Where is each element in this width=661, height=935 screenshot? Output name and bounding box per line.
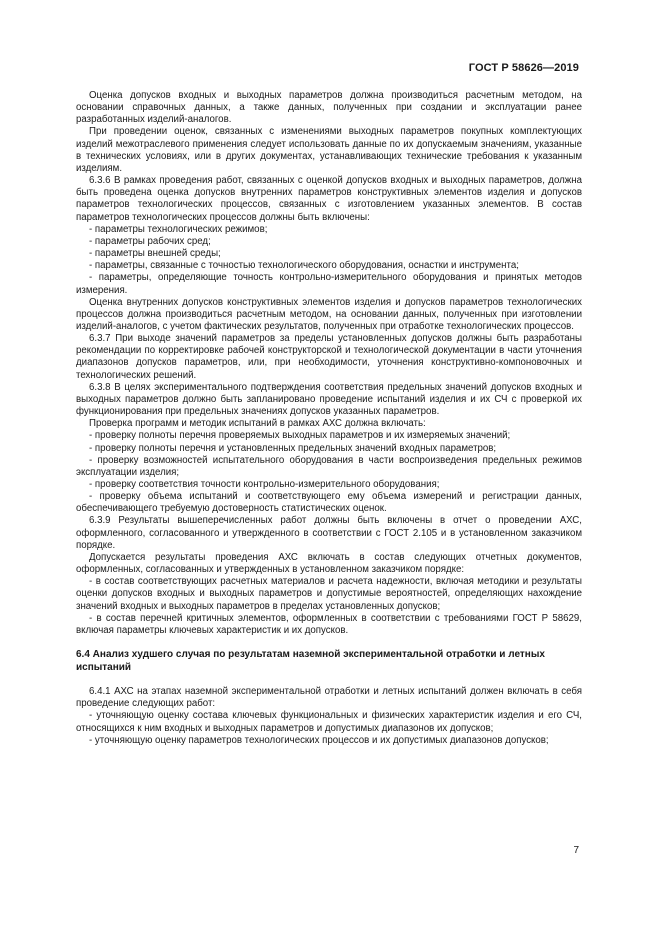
paragraph: При проведении оценок, связанных с изменениями выходных параметров покупных комплектующих изделий межотраслевого применения следует использовать данные по их допускаемым значениям, указанные в технических условиях, или в других документах, устанавливающих технические требования к указанным изделиям.: [76, 126, 582, 174]
list-item: - проверку соответствия точности контрольно-измерительного оборудования;: [89, 479, 440, 490]
list-item: - параметры внешней среды;: [89, 248, 221, 260]
list-item: - проверку полноты перечня и установленных предельных значений входных параметров;: [89, 442, 497, 454]
paragraph: Допускается результаты проведения АХС включать в состав следующих отчетных документов, оформленных, согласованных и утвержденных в установленном заказчиком порядке:: [76, 551, 582, 576]
list-item: - в состав перечней критичных элементов, оформленных в соответствии с требованиями ГОСТ Р 58629, включая параметры ключевых характеристик и их допусков.: [76, 612, 582, 636]
list-item: - параметры технологических режимов;: [89, 223, 268, 235]
document-code-header: ГОСТ Р 58626—2019: [468, 62, 579, 74]
document-body: [76, 90, 582, 747]
list-item: - параметры рабочих сред;: [89, 235, 211, 247]
paragraph: 6.4.1 АХС на этапах наземной экспериментальной отработки и летных испытаний должен включать в себя проведение следующих работ:: [76, 686, 582, 710]
list-item: - в состав соответствующих расчетных материалов и расчета надежности, включая методики и результаты оценки допусков входных и выходных параметров и допустимые вероятностей, определяющих нахождение значений входных и выходных параметров в пределах установленных допусков;: [76, 576, 582, 612]
page-number: 7: [573, 845, 579, 856]
list-item: - параметры, определяющие точность контрольно-измерительного оборудования и принятых методов измерения.: [76, 272, 582, 296]
paragraph: 6.3.7 При выходе значений параметров за пределы установленных допусков должны быть разработаны рекомендации по корректировке рабочей конструкторской и технологической документации в части уточнения диапазонов допусков параметров, или, при необходимости, уточнения конструктивно-компоновочных и технологических решений.: [76, 333, 582, 381]
paragraph: Оценка допусков входных и выходных параметров должна производиться расчетным методом, на основании справочных данных, а также данных, полученных при создании и эксплуатации ранее разработанных изделий-аналогов.: [76, 90, 582, 126]
paragraph: 6.3.6 В рамках проведения работ, связанных с оценкой допусков входных и выходных параметров, должна быть проведена оценка допусков внутренних параметров конструктивных элементов изделия и допусков параметров технологических процессов, связанных с изготовлением указанных элементов. В состав параметров технологических процессов должны быть включены:: [76, 175, 582, 223]
paragraph: Оценка внутренних допусков конструктивных элементов изделия и допусков параметров технологических процессов должна производиться расчетным методом, на основании данных, полученных при изготовлении изделий-аналогов, с учетом фактических результатов, полученных при отработке технологических процессов.: [76, 296, 582, 332]
list-item: - проверку объема испытаний и соответствующего ему объема измерений и регистрации данных, обеспечивающего требуемую достоверность статистических оценок.: [76, 491, 582, 515]
list-item: - проверку полноты перечня проверяемых выходных параметров и их измеряемых значений;: [89, 430, 511, 442]
paragraph: 6.3.9 Результаты вышеперечисленных работ должны быть включены в отчет о проведении АХС, оформленного, согласованного и утвержденного в соответствии с ГОСТ 2.105 и в установленном заказчиком порядке.: [76, 515, 582, 551]
section-heading: 6.4 Анализ худшего случая по результатам наземной экспериментальной отработки и летных испытаний: [76, 649, 545, 673]
paragraph: 6.3.8 В целях экспериментального подтверждения соответствия предельных значений допусков входных и выходных параметров должно быть запланировано проведение испытаний изделия и их СЧ с проверкой их функционирования при предельных значениях допусков указанных параметров.: [76, 381, 582, 418]
list-item: - уточняющую оценку параметров технологических процессов и их допустимых диапазонов допусков;: [89, 734, 549, 746]
list-item: - уточняющую оценку состава ключевых функциональных и физических характеристик изделия и его СЧ, относящихся к ним входных и выходных параметров и допустимых диапазонов их допусков;: [76, 710, 582, 734]
list-item: - параметры, связанные с точностью технологического оборудования, оснастки и инструмента;: [89, 260, 519, 272]
list-item: - проверку возможностей испытательного оборудования в части воспроизведения предельных режимов эксплуатации изделия;: [76, 454, 582, 478]
paragraph: Проверка программ и методик испытаний в рамках АХС должна включать:: [89, 418, 426, 430]
